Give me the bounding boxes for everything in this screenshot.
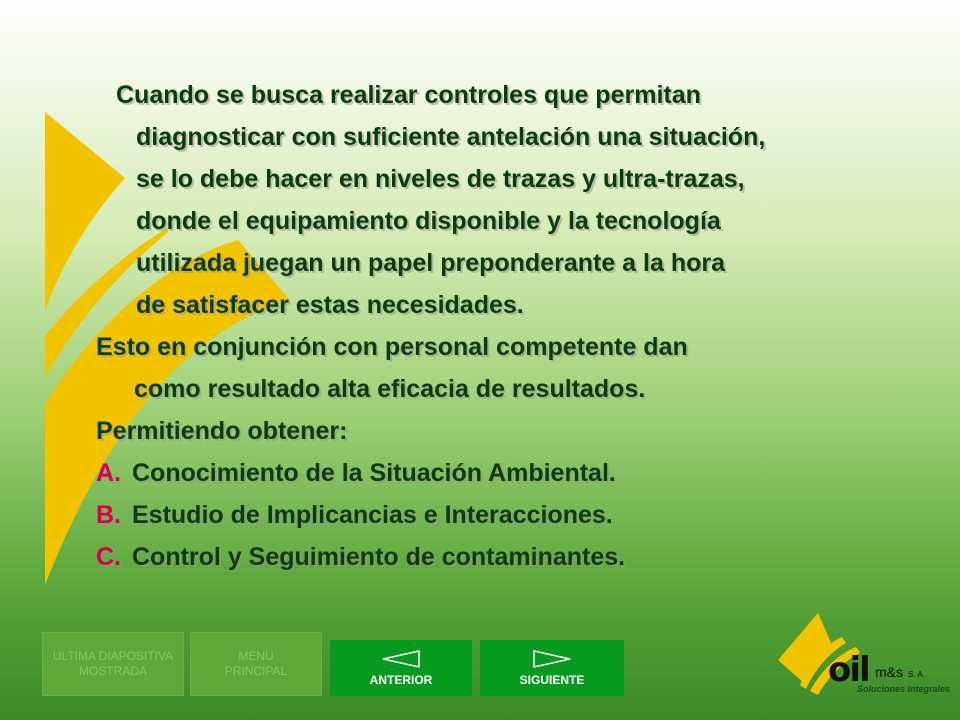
logo-ms: m&s (875, 664, 903, 680)
intro-line-2: diagnosticar con suficiente antelación una situación, (136, 123, 766, 151)
list-text: Conocimiento de la Situación Ambiental. (132, 459, 616, 487)
list-letter: C. (96, 543, 121, 571)
paragraph-intro (96, 74, 916, 326)
main-menu-label-2: PRINCIPAL (224, 664, 288, 678)
last-viewed-label-1: ULTIMA DIAPOSITIVA (52, 649, 174, 663)
intro-line-6: de satisfacer estas necesidades. (136, 291, 524, 319)
conjunction-line-1: Esto en conjunción con personal competente dan (96, 333, 688, 361)
intro-line-3: se lo debe hacer en niveles de trazas y ultra-trazas, (136, 165, 745, 193)
previous-label: ANTERIOR (369, 673, 433, 687)
intro-line-4: donde el equipamiento disponible y la tecnología (136, 207, 721, 235)
list-letter: B. (96, 501, 121, 529)
list-letter: A. (96, 459, 121, 487)
slide-body (96, 74, 916, 578)
list-text: Estudio de Implicancias e Interacciones. (132, 501, 613, 529)
right-triangle-arrow-icon (532, 649, 572, 669)
next-button[interactable] (480, 640, 624, 696)
intro-line-1: Cuando se busca realizar controles que permitan (116, 81, 701, 109)
intro-line-5: utilizada juegan un papel preponderante a la hora (136, 249, 725, 277)
next-label: SIGUIENTE (519, 673, 585, 687)
left-triangle-arrow-icon (381, 649, 421, 669)
main-menu-button[interactable] (190, 632, 322, 696)
paragraph-conjunction (96, 326, 916, 410)
list-item (96, 452, 916, 494)
logo-tagline: Soluciones Integrales (857, 684, 951, 694)
main-menu-label-1: MENU (238, 649, 274, 663)
logo-sa: S. A. (908, 670, 925, 679)
paragraph-permitiendo: Permitiendo obtener: (96, 417, 348, 445)
last-viewed-slide-button[interactable] (42, 632, 184, 696)
list-text: Control y Seguimiento de contaminantes. (132, 543, 626, 571)
previous-button[interactable] (330, 640, 472, 696)
list-item (96, 494, 916, 536)
logo-brand: oil (828, 650, 869, 690)
conjunction-line-2: como resultado alta eficacia de resultados. (134, 375, 646, 403)
last-viewed-label-2: MOSTRADA (78, 664, 147, 678)
list-item (96, 536, 916, 578)
